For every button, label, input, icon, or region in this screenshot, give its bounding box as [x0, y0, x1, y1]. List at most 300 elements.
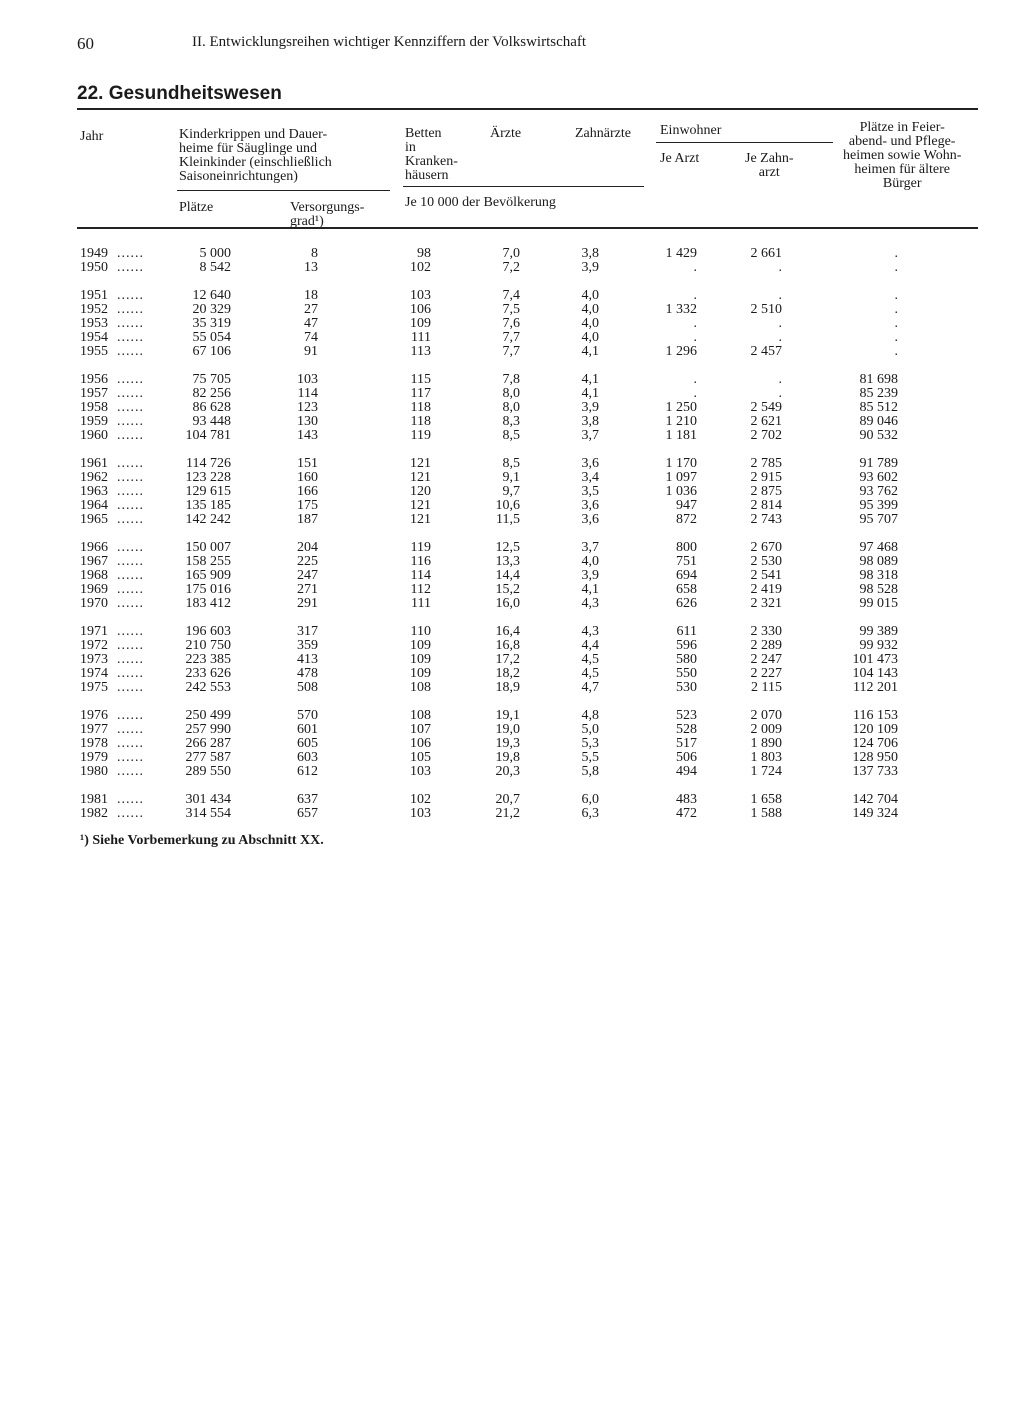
table-row — [0, 653, 1024, 667]
row-leader-dots: ...... — [117, 680, 144, 695]
row-aerzte: 21,2 — [495, 806, 520, 821]
row-aerzte: 7,4 — [502, 288, 520, 303]
row-leader-dots: ...... — [117, 624, 144, 639]
table-row — [0, 303, 1024, 317]
betten-group-rule — [403, 186, 644, 187]
table-row — [0, 569, 1024, 583]
table-row — [0, 261, 1024, 275]
row-je-zahnarzt: 2 915 — [750, 470, 782, 485]
row-zahnaerzte: 4,5 — [581, 666, 599, 681]
row-versorgungsgrad: 247 — [297, 568, 318, 583]
row-je-arzt: 1 250 — [665, 400, 697, 415]
row-zahnaerzte: 5,3 — [581, 736, 599, 751]
row-heimplaetze: . — [894, 288, 898, 303]
row-versorgungsgrad: 204 — [297, 540, 318, 555]
row-heimplaetze: 91 789 — [859, 456, 898, 471]
row-leader-dots: ...... — [117, 750, 144, 765]
row-versorgungsgrad: 74 — [304, 330, 318, 345]
row-year: 1952 — [80, 302, 108, 317]
row-je-arzt: 1 170 — [665, 456, 697, 471]
row-versorgungsgrad: 103 — [297, 372, 318, 387]
row-leader-dots: ...... — [117, 470, 144, 485]
row-leader-dots: ...... — [117, 386, 144, 401]
row-betten: 111 — [411, 330, 431, 345]
table-row — [0, 793, 1024, 807]
row-heimplaetze: 99 389 — [859, 624, 898, 639]
row-year: 1979 — [80, 750, 108, 765]
row-leader-dots: ...... — [117, 302, 144, 317]
row-je-zahnarzt: 2 227 — [750, 666, 782, 681]
row-je-zahnarzt: 2 247 — [750, 652, 782, 667]
table-row — [0, 317, 1024, 331]
row-plaetze: 35 319 — [192, 316, 231, 331]
row-plaetze: 266 287 — [185, 736, 231, 751]
row-leader-dots: ...... — [117, 316, 144, 331]
row-je-arzt: 506 — [676, 750, 697, 765]
header-bottom-rule — [77, 227, 978, 229]
row-aerzte: 8,5 — [502, 456, 520, 471]
row-heimplaetze: . — [894, 316, 898, 331]
row-heimplaetze: 128 950 — [852, 750, 898, 765]
row-year: 1963 — [80, 484, 108, 499]
row-heimplaetze: 137 733 — [852, 764, 898, 779]
row-je-zahnarzt: 2 785 — [750, 456, 782, 471]
row-aerzte: 17,2 — [495, 652, 520, 667]
row-heimplaetze: 124 706 — [852, 736, 898, 751]
row-je-zahnarzt: 2 670 — [750, 540, 782, 555]
row-aerzte: 7,6 — [502, 316, 520, 331]
row-je-arzt: 523 — [676, 708, 697, 723]
row-versorgungsgrad: 605 — [297, 736, 318, 751]
row-year: 1969 — [80, 582, 108, 597]
row-versorgungsgrad: 175 — [297, 498, 318, 513]
row-leader-dots: ...... — [117, 260, 144, 275]
row-heimplaetze: 99 015 — [859, 596, 898, 611]
row-je-zahnarzt: 2 621 — [750, 414, 782, 429]
row-zahnaerzte: 3,4 — [581, 470, 599, 485]
row-betten: 120 — [410, 484, 431, 499]
header-je-bevoelkerung: Je 10 000 der Bevölkerung — [405, 195, 556, 210]
row-je-arzt: . — [693, 260, 697, 275]
row-versorgungsgrad: 225 — [297, 554, 318, 569]
table-row — [0, 751, 1024, 765]
row-betten: 114 — [410, 568, 431, 583]
row-leader-dots: ...... — [117, 764, 144, 779]
table-row — [0, 737, 1024, 751]
row-je-arzt: 1 036 — [665, 484, 697, 499]
row-year: 1972 — [80, 638, 108, 653]
row-plaetze: 196 603 — [185, 624, 231, 639]
row-heimplaetze: 120 109 — [852, 722, 898, 737]
row-versorgungsgrad: 47 — [304, 316, 318, 331]
row-betten: 119 — [410, 540, 431, 555]
row-year: 1982 — [80, 806, 108, 821]
row-je-arzt: 1 181 — [665, 428, 697, 443]
row-zahnaerzte: 3,8 — [581, 414, 599, 429]
row-je-zahnarzt: 2 814 — [750, 498, 782, 513]
row-year: 1957 — [80, 386, 108, 401]
row-aerzte: 16,8 — [495, 638, 520, 653]
row-heimplaetze: 142 704 — [852, 792, 898, 807]
row-plaetze: 67 106 — [192, 344, 231, 359]
row-aerzte: 7,0 — [502, 246, 520, 261]
row-je-zahnarzt: 2 875 — [750, 484, 782, 499]
row-zahnaerzte: 4,1 — [581, 582, 599, 597]
row-heimplaetze: . — [894, 260, 898, 275]
row-zahnaerzte: 4,0 — [581, 288, 599, 303]
row-je-zahnarzt: 2 457 — [750, 344, 782, 359]
table-row — [0, 471, 1024, 485]
row-leader-dots: ...... — [117, 400, 144, 415]
row-je-arzt: . — [693, 386, 697, 401]
kinderkrippen-rule — [177, 190, 390, 191]
row-plaetze: 75 705 — [192, 372, 231, 387]
row-zahnaerzte: 4,4 — [581, 638, 599, 653]
row-betten: 103 — [410, 806, 431, 821]
row-heimplaetze: 95 707 — [859, 512, 898, 527]
row-zahnaerzte: 5,8 — [581, 764, 599, 779]
row-year: 1977 — [80, 722, 108, 737]
row-leader-dots: ...... — [117, 666, 144, 681]
row-je-arzt: 1 210 — [665, 414, 697, 429]
row-year: 1976 — [80, 708, 108, 723]
table-row — [0, 429, 1024, 443]
table-row — [0, 625, 1024, 639]
row-zahnaerzte: 5,0 — [581, 722, 599, 737]
table-row — [0, 401, 1024, 415]
row-zahnaerzte: 4,3 — [581, 624, 599, 639]
row-aerzte: 8,5 — [502, 428, 520, 443]
row-betten: 107 — [410, 722, 431, 737]
row-leader-dots: ...... — [117, 596, 144, 611]
footnote: ¹) Siehe Vorbemerkung zu Abschnitt XX. — [80, 833, 324, 848]
table-row — [0, 681, 1024, 695]
row-heimplaetze: . — [894, 302, 898, 317]
row-aerzte: 8,3 — [502, 414, 520, 429]
row-betten: 121 — [410, 456, 431, 471]
row-je-zahnarzt: 1 890 — [750, 736, 782, 751]
row-aerzte: 10,6 — [495, 498, 520, 513]
row-versorgungsgrad: 130 — [297, 414, 318, 429]
row-je-arzt: 800 — [676, 540, 697, 555]
row-aerzte: 9,1 — [502, 470, 520, 485]
table-row — [0, 555, 1024, 569]
row-year: 1973 — [80, 652, 108, 667]
row-heimplaetze: 85 512 — [859, 400, 898, 415]
row-leader-dots: ...... — [117, 638, 144, 653]
row-year: 1953 — [80, 316, 108, 331]
row-zahnaerzte: 4,0 — [581, 330, 599, 345]
row-betten: 121 — [410, 498, 431, 513]
row-betten: 115 — [410, 372, 431, 387]
row-je-zahnarzt: 2 743 — [750, 512, 782, 527]
header-je-zahnarzt: Je Zahn- arzt — [745, 151, 794, 180]
row-leader-dots: ...... — [117, 330, 144, 345]
row-betten: 121 — [410, 470, 431, 485]
row-je-arzt: 550 — [676, 666, 697, 681]
header-betten: Betten in Kranken- häusern — [405, 126, 458, 183]
table-row — [0, 723, 1024, 737]
row-leader-dots: ...... — [117, 456, 144, 471]
row-je-arzt: 483 — [676, 792, 697, 807]
row-plaetze: 93 448 — [192, 414, 231, 429]
table-row — [0, 485, 1024, 499]
row-je-zahnarzt: 2 321 — [750, 596, 782, 611]
row-betten: 106 — [410, 736, 431, 751]
table-row — [0, 765, 1024, 779]
table-row — [0, 289, 1024, 303]
row-versorgungsgrad: 612 — [297, 764, 318, 779]
row-betten: 118 — [410, 414, 431, 429]
row-aerzte: 7,2 — [502, 260, 520, 275]
row-heimplaetze: . — [894, 344, 898, 359]
row-betten: 108 — [410, 680, 431, 695]
row-versorgungsgrad: 8 — [311, 246, 318, 261]
row-year: 1950 — [80, 260, 108, 275]
row-zahnaerzte: 6,3 — [581, 806, 599, 821]
table-row — [0, 639, 1024, 653]
table-row — [0, 247, 1024, 261]
header-jahr: Jahr — [80, 129, 104, 144]
row-year: 1959 — [80, 414, 108, 429]
row-betten: 113 — [410, 344, 431, 359]
table-row — [0, 457, 1024, 471]
row-heimplaetze: 101 473 — [852, 652, 898, 667]
row-plaetze: 183 412 — [185, 596, 231, 611]
row-je-arzt: 872 — [676, 512, 697, 527]
table-row — [0, 597, 1024, 611]
row-versorgungsgrad: 91 — [304, 344, 318, 359]
row-zahnaerzte: 3,7 — [581, 428, 599, 443]
row-leader-dots: ...... — [117, 428, 144, 443]
header-aerzte: Ärzte — [490, 126, 522, 141]
row-je-zahnarzt: 2 549 — [750, 400, 782, 415]
row-zahnaerzte: 3,6 — [581, 512, 599, 527]
row-year: 1956 — [80, 372, 108, 387]
row-je-arzt: 530 — [676, 680, 697, 695]
header-zahnaerzte: Zahnärzte — [575, 126, 631, 141]
row-heimplaetze: 98 089 — [859, 554, 898, 569]
table-row — [0, 513, 1024, 527]
row-versorgungsgrad: 603 — [297, 750, 318, 765]
row-plaetze: 242 553 — [185, 680, 231, 695]
row-betten: 118 — [410, 400, 431, 415]
row-heimplaetze: 93 602 — [859, 470, 898, 485]
row-versorgungsgrad: 13 — [304, 260, 318, 275]
row-je-zahnarzt: 1 803 — [750, 750, 782, 765]
row-leader-dots: ...... — [117, 288, 144, 303]
row-aerzte: 19,3 — [495, 736, 520, 751]
row-je-zahnarzt: . — [778, 316, 782, 331]
row-aerzte: 19,8 — [495, 750, 520, 765]
row-zahnaerzte: 3,5 — [581, 484, 599, 499]
row-zahnaerzte: 4,1 — [581, 372, 599, 387]
row-plaetze: 289 550 — [185, 764, 231, 779]
row-plaetze: 277 587 — [185, 750, 231, 765]
row-je-arzt: 694 — [676, 568, 697, 583]
row-betten: 111 — [411, 596, 431, 611]
row-aerzte: 16,4 — [495, 624, 520, 639]
row-je-zahnarzt: 2 330 — [750, 624, 782, 639]
row-versorgungsgrad: 187 — [297, 512, 318, 527]
row-je-zahnarzt: 1 588 — [750, 806, 782, 821]
row-je-arzt: . — [693, 316, 697, 331]
row-leader-dots: ...... — [117, 792, 144, 807]
row-plaetze: 223 385 — [185, 652, 231, 667]
row-je-arzt: 751 — [676, 554, 697, 569]
table-row — [0, 387, 1024, 401]
row-je-zahnarzt: 2 530 — [750, 554, 782, 569]
row-heimplaetze: 97 468 — [859, 540, 898, 555]
row-plaetze: 257 990 — [185, 722, 231, 737]
row-versorgungsgrad: 478 — [297, 666, 318, 681]
row-plaetze: 210 750 — [185, 638, 231, 653]
row-betten: 109 — [410, 666, 431, 681]
row-year: 1960 — [80, 428, 108, 443]
header-heime: Plätze in Feier- abend- und Pflege- heimen sowie Wohn- heimen für ältere Bürger — [843, 120, 962, 191]
row-zahnaerzte: 6,0 — [581, 792, 599, 807]
row-je-zahnarzt: 2 510 — [750, 302, 782, 317]
table-row — [0, 541, 1024, 555]
row-betten: 109 — [410, 652, 431, 667]
row-betten: 103 — [410, 288, 431, 303]
row-zahnaerzte: 3,8 — [581, 246, 599, 261]
row-je-arzt: 1 296 — [665, 344, 697, 359]
row-heimplaetze: 81 698 — [859, 372, 898, 387]
row-je-arzt: 1 429 — [665, 246, 697, 261]
row-year: 1978 — [80, 736, 108, 751]
row-betten: 98 — [417, 246, 431, 261]
header-je-arzt: Je Arzt — [660, 151, 700, 166]
row-heimplaetze: 89 046 — [859, 414, 898, 429]
einwohner-rule — [656, 142, 833, 143]
row-aerzte: 18,2 — [495, 666, 520, 681]
row-year: 1951 — [80, 288, 108, 303]
row-je-arzt: 580 — [676, 652, 697, 667]
row-zahnaerzte: 4,0 — [581, 302, 599, 317]
row-aerzte: 14,4 — [495, 568, 520, 583]
row-zahnaerzte: 4,1 — [581, 344, 599, 359]
row-je-arzt: 596 — [676, 638, 697, 653]
header-plaetze: Plätze — [179, 200, 214, 215]
row-plaetze: 8 542 — [199, 260, 231, 275]
row-je-zahnarzt: . — [778, 288, 782, 303]
row-je-zahnarzt: 2 661 — [750, 246, 782, 261]
row-je-arzt: 494 — [676, 764, 697, 779]
header-versorgungsgrad: Versorgungs- grad¹) — [290, 200, 365, 229]
row-je-zahnarzt: 2 419 — [750, 582, 782, 597]
row-leader-dots: ...... — [117, 372, 144, 387]
row-je-arzt: 658 — [676, 582, 697, 597]
row-aerzte: 9,7 — [502, 484, 520, 499]
row-heimplaetze: 85 239 — [859, 386, 898, 401]
row-versorgungsgrad: 317 — [297, 624, 318, 639]
row-aerzte: 7,7 — [502, 330, 520, 345]
row-betten: 112 — [410, 582, 431, 597]
row-leader-dots: ...... — [117, 708, 144, 723]
row-betten: 102 — [410, 792, 431, 807]
row-plaetze: 175 016 — [185, 582, 231, 597]
row-heimplaetze: 112 201 — [853, 680, 898, 695]
page-number: 60 — [77, 34, 94, 53]
row-versorgungsgrad: 166 — [297, 484, 318, 499]
row-plaetze: 129 615 — [185, 484, 231, 499]
row-je-zahnarzt: . — [778, 330, 782, 345]
row-year: 1958 — [80, 400, 108, 415]
row-year: 1961 — [80, 456, 108, 471]
row-heimplaetze: 90 532 — [859, 428, 898, 443]
row-je-arzt: 1 097 — [665, 470, 697, 485]
row-betten: 117 — [410, 386, 431, 401]
row-year: 1974 — [80, 666, 108, 681]
row-betten: 110 — [410, 624, 431, 639]
row-heimplaetze: . — [894, 330, 898, 345]
row-zahnaerzte: 4,5 — [581, 652, 599, 667]
section-title: 22. Gesundheitswesen — [77, 83, 282, 104]
row-plaetze: 86 628 — [192, 400, 231, 415]
row-je-arzt: 947 — [676, 498, 697, 513]
table-top-rule — [77, 108, 978, 110]
row-je-zahnarzt: 2 115 — [751, 680, 782, 695]
row-versorgungsgrad: 657 — [297, 806, 318, 821]
row-leader-dots: ...... — [117, 414, 144, 429]
row-heimplaetze: 98 528 — [859, 582, 898, 597]
row-year: 1965 — [80, 512, 108, 527]
row-plaetze: 123 228 — [185, 470, 231, 485]
row-je-zahnarzt: 1 658 — [750, 792, 782, 807]
row-aerzte: 8,0 — [502, 386, 520, 401]
row-leader-dots: ...... — [117, 722, 144, 737]
row-aerzte: 15,2 — [495, 582, 520, 597]
row-year: 1966 — [80, 540, 108, 555]
row-je-arzt: . — [693, 330, 697, 345]
row-year: 1954 — [80, 330, 108, 345]
row-je-zahnarzt: . — [778, 386, 782, 401]
row-plaetze: 114 726 — [186, 456, 231, 471]
table-row — [0, 499, 1024, 513]
row-plaetze: 135 185 — [185, 498, 231, 513]
row-plaetze: 5 000 — [199, 246, 231, 261]
row-leader-dots: ...... — [117, 554, 144, 569]
row-zahnaerzte: 3,9 — [581, 400, 599, 415]
row-versorgungsgrad: 359 — [297, 638, 318, 653]
row-aerzte: 19,0 — [495, 722, 520, 737]
row-plaetze: 55 054 — [192, 330, 231, 345]
row-year: 1967 — [80, 554, 108, 569]
row-zahnaerzte: 4,7 — [581, 680, 599, 695]
row-versorgungsgrad: 27 — [304, 302, 318, 317]
row-plaetze: 20 329 — [192, 302, 231, 317]
row-zahnaerzte: 3,7 — [581, 540, 599, 555]
row-zahnaerzte: 4,1 — [581, 386, 599, 401]
row-aerzte: 20,3 — [495, 764, 520, 779]
row-year: 1975 — [80, 680, 108, 695]
row-heimplaetze: 99 932 — [859, 638, 898, 653]
row-je-arzt: 626 — [676, 596, 697, 611]
row-heimplaetze: 95 399 — [859, 498, 898, 513]
row-betten: 108 — [410, 708, 431, 723]
row-versorgungsgrad: 291 — [297, 596, 318, 611]
row-je-zahnarzt: 2 702 — [750, 428, 782, 443]
table-row — [0, 807, 1024, 821]
table-row — [0, 667, 1024, 681]
row-heimplaetze: 104 143 — [852, 666, 898, 681]
row-leader-dots: ...... — [117, 582, 144, 597]
row-year: 1970 — [80, 596, 108, 611]
header-einwohner: Einwohner — [660, 123, 722, 138]
row-betten: 105 — [410, 750, 431, 765]
row-leader-dots: ...... — [117, 540, 144, 555]
